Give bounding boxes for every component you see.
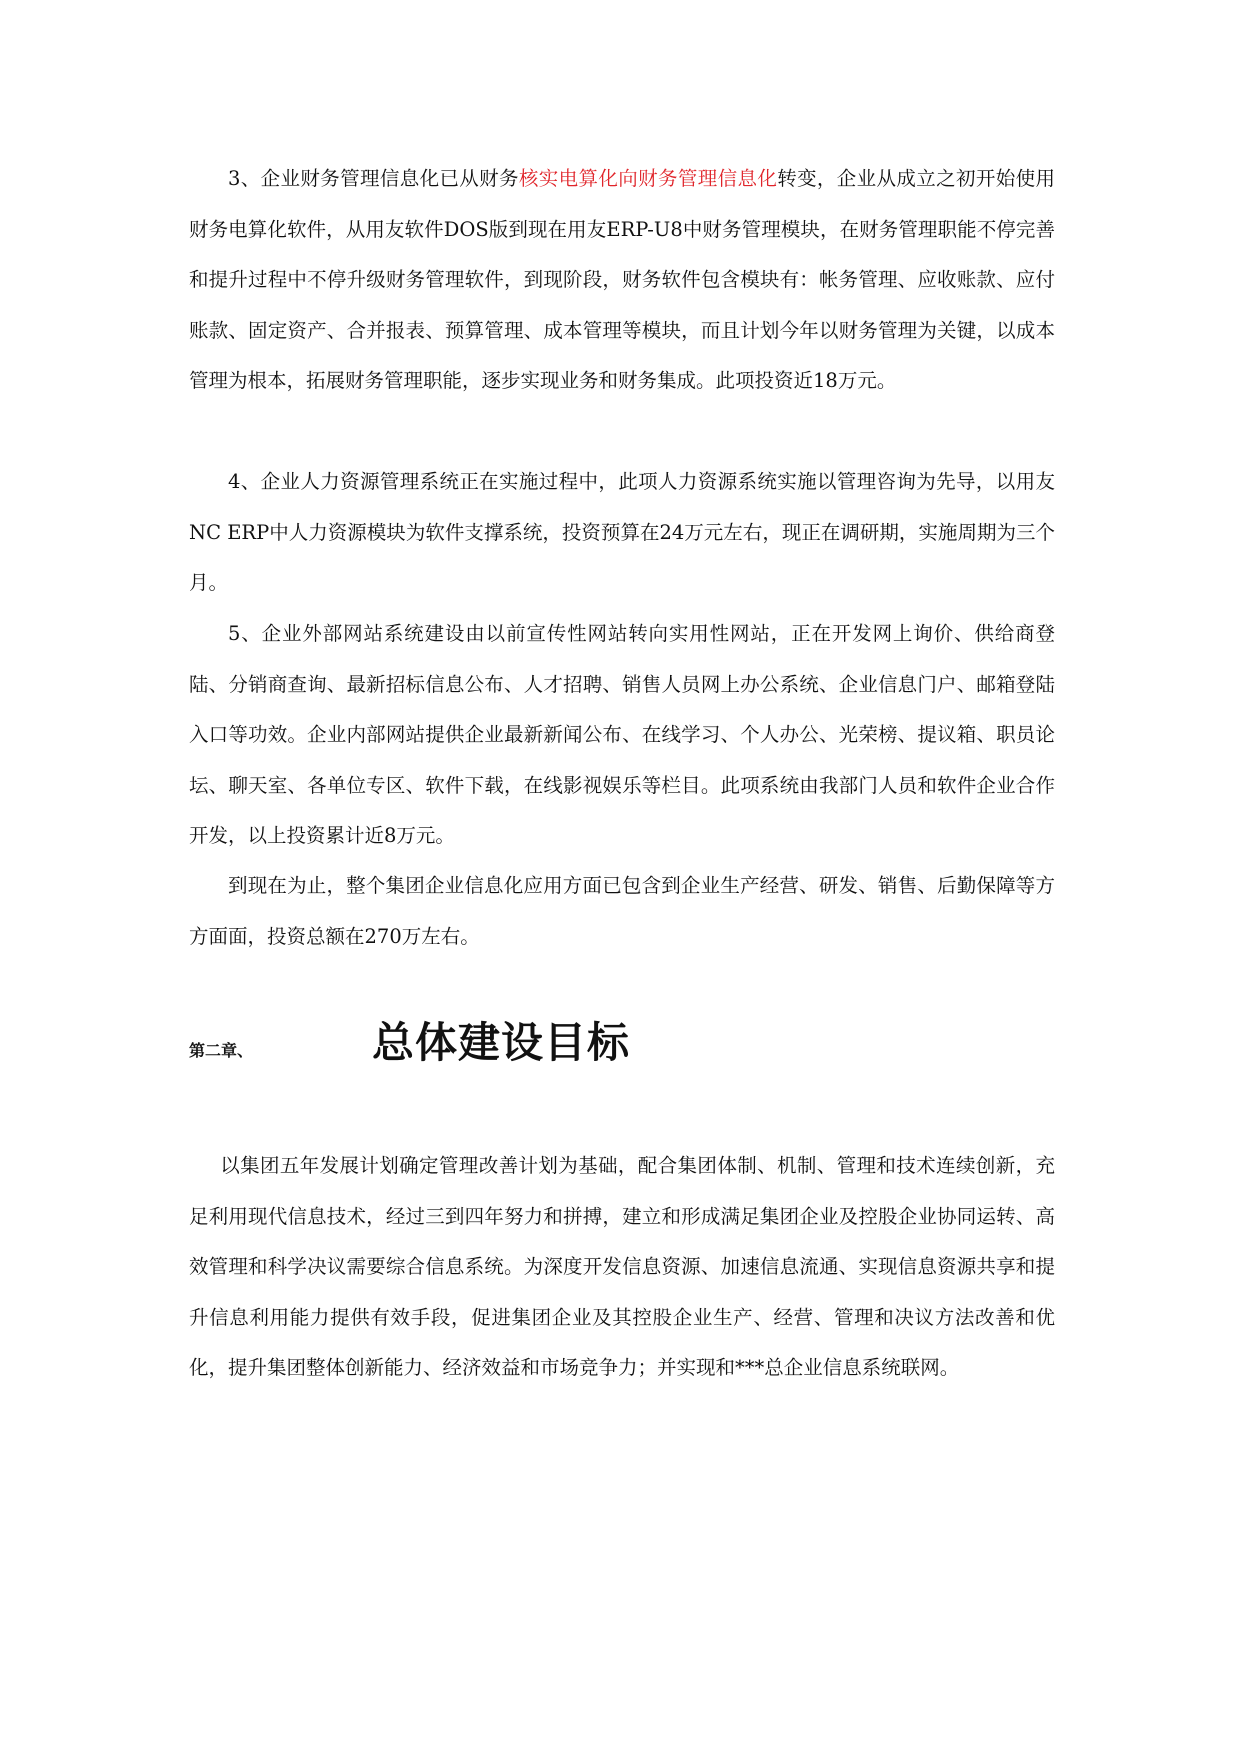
paragraph-summary: 到现在为止，整个集团企业信息化应用方面已包含到企业生产经营、研发、销售、后勤保障等方方面面，投资总额在270万左右。 [189,874,1055,948]
highlighted-text: 核实电算化向财务管理信息化 [518,167,778,190]
chapter-title: 总体建设目标 [372,1018,631,1067]
paragraph-website-system: 5、企业外部网站系统建设由以前宣传性网站转向实用性网站，正在开发网上询价、供给商登陆、分销商查询、最新招标信息公布、人才招聘、销售人员网上办公系统、企业信息门户、邮箱登陆入口等功效。企业内部网站提供企业最新新闻公布、在线学习、个人办公、光荣榜、提议箱、职员论坛、聊天室、各单位专区、软件下载，在线影视娱乐等栏目。此项系统由我部门人员和软件企业合作开发，以上投资累计近8万元。 [189,622,1055,847]
paragraph-hr-system: 4、企业人力资源管理系统正在实施过程中，此项人力资源系统实施以管理咨询为先导，以用友NC ERP中人力资源模块为软件支撑系统，投资预算在24万元左右，现正在调研期，实施周期为三个月。 [189,470,1055,594]
paragraph-overall-goal: 以集团五年发展计划确定管理改善计划为基础，配合集团体制、机制、管理和技术连续创新，充足利用现代信息技术，经过三到四年努力和拼搏，建立和形成满足集团企业及控股企业协同运转、高效管理和科学决议需要综合信息系统。为深度开发信息资源、加速信息流通、实现信息资源共享和提升信息利用能力提供有效手段，促进集团企业及其控股企业生产、经营、管理和决议方法改善和优化，提升集团整体创新能力、经济效益和市场竞争力；并实现和***总企业信息系统联网。 [189,1154,1055,1379]
chapter-heading [189,1010,1055,1080]
paragraph-finance-system [189,154,1055,407]
paragraph-text: 转变，企业从成立之初开始使用财务电算化软件，从用友软件DOS版到现在用友ERP-U8中财务管理模块，在财务管理职能不停完善和提升过程中不停升级财务管理软件，到现阶段，财务软件包含模块有：帐务管理、应收账款、应付账款、固定资产、合并报表、预算管理、成本管理等模块，而且计划今年以财务管理为关键，以成本管理为根本，拓展财务管理职能，逐步实现业务和财务集成。此项投资近18万元。 [189,167,1055,392]
chapter-number: 第二章、 [189,1041,254,1060]
paragraph-text: 3、企业财务管理信息化已从财务 [228,167,519,190]
